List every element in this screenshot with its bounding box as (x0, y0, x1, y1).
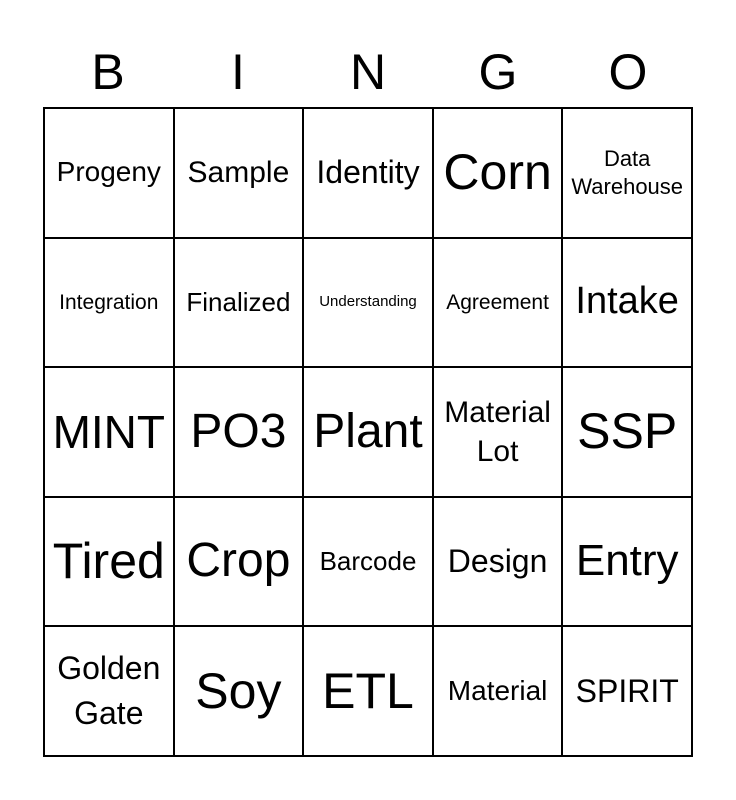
bingo-cell: Material Lot (433, 367, 563, 497)
bingo-cell: Material (433, 626, 563, 756)
bingo-header (43, 40, 693, 104)
bingo-cell: Data Warehouse (562, 108, 692, 238)
header-letter-o: O (608, 44, 648, 100)
bingo-cell: Golden Gate (44, 626, 174, 756)
bingo-cell: Barcode (303, 497, 433, 627)
bingo-cell: Entry (562, 497, 692, 627)
header-letter-i: I (231, 44, 245, 100)
bingo-cell: Design (433, 497, 563, 627)
bingo-cell: Identity (303, 108, 433, 238)
bingo-cell: Tired (44, 497, 174, 627)
bingo-cell: Finalized (174, 238, 304, 368)
bingo-cell: Agreement (433, 238, 563, 368)
header-letter-n: N (349, 44, 387, 100)
bingo-cell: MINT (44, 367, 174, 497)
bingo-grid (43, 107, 693, 757)
bingo-cell: Corn (433, 108, 563, 238)
header-letter-b: B (91, 44, 125, 100)
bingo-cell: SSP (562, 367, 692, 497)
bingo-cell: ETL (303, 626, 433, 756)
bingo-cell: Soy (174, 626, 304, 756)
header-letter-g: G (478, 44, 518, 100)
bingo-cell: Integration (44, 238, 174, 368)
bingo-cell: Sample (174, 108, 304, 238)
bingo-cell: PO3 (174, 367, 304, 497)
bingo-cell: Plant (303, 367, 433, 497)
bingo-cell: SPIRIT (562, 626, 692, 756)
bingo-cell: Crop (174, 497, 304, 627)
bingo-cell: Intake (562, 238, 692, 368)
bingo-cell: Progeny (44, 108, 174, 238)
bingo-cell: Understanding (303, 238, 433, 368)
